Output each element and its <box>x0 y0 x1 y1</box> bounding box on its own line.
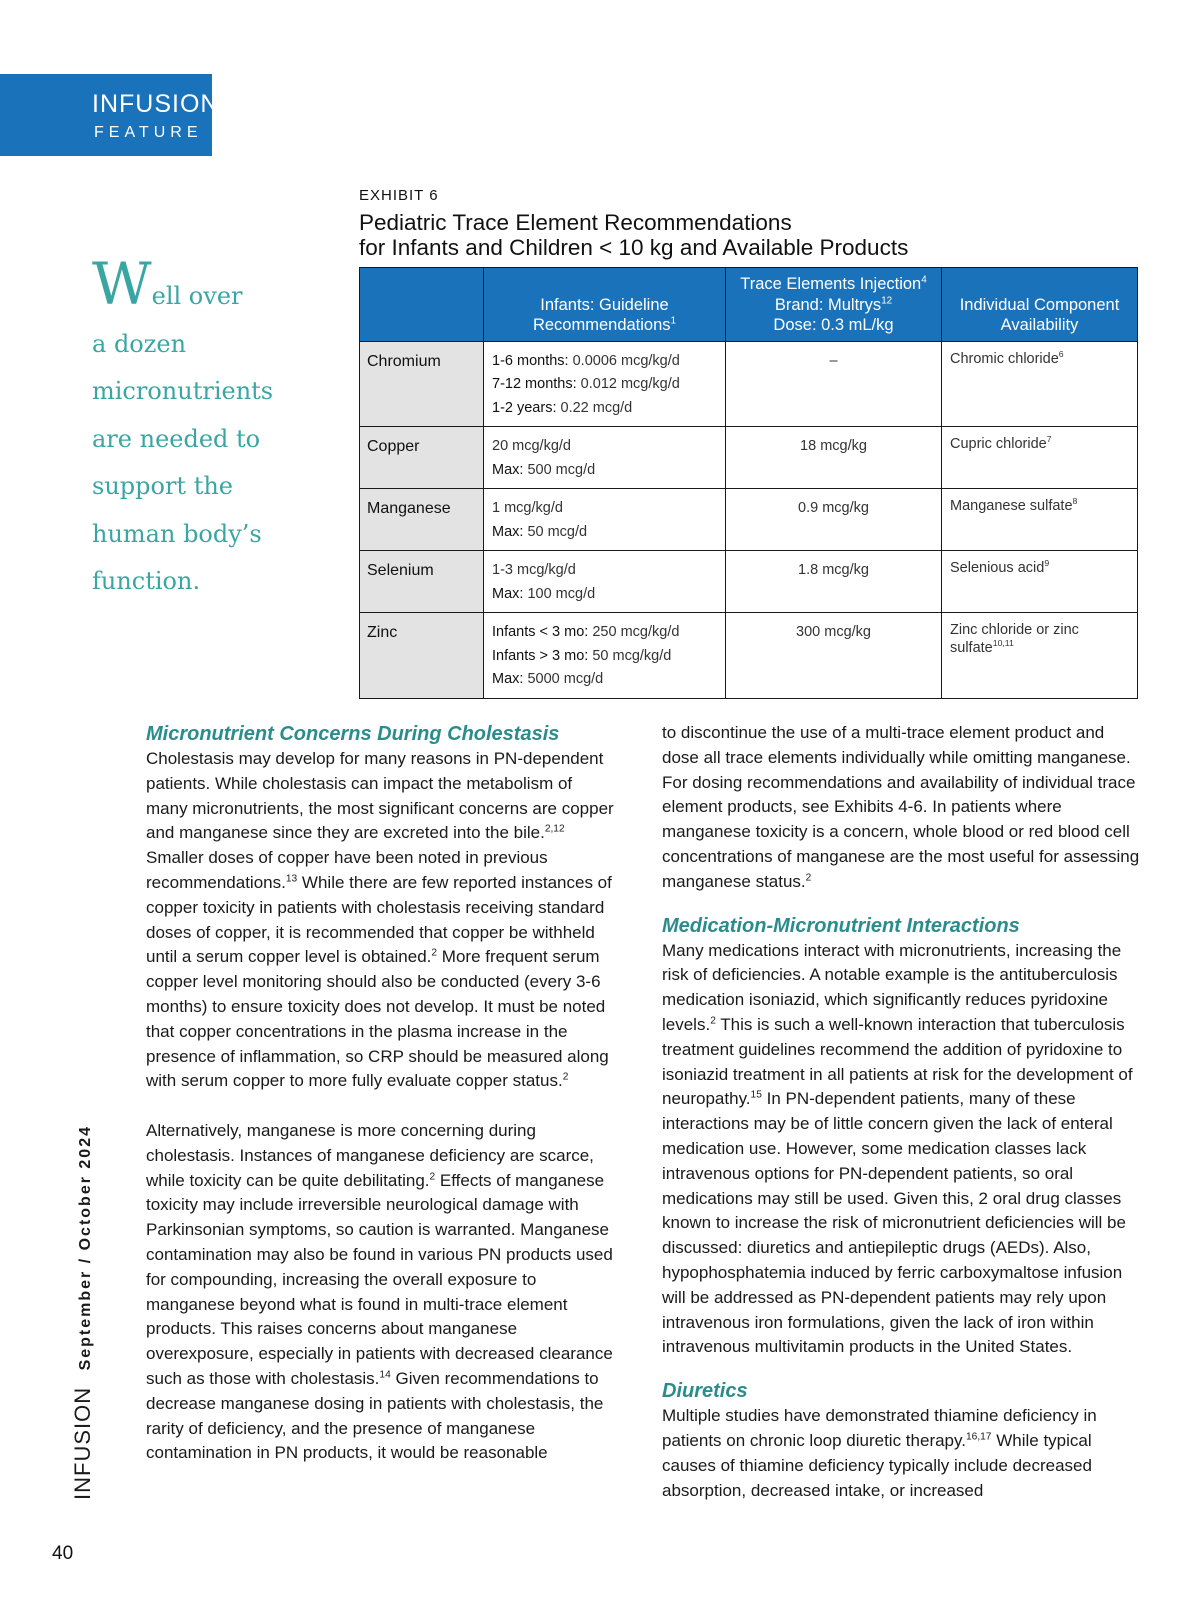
header-guideline <box>484 268 726 342</box>
availability-product: Cupric chloride <box>950 436 1047 452</box>
availability-product: Manganese sulfate <box>950 498 1073 514</box>
guideline-key: Max: <box>492 461 524 478</box>
masthead <box>0 74 220 156</box>
availability-product: Zinc chloride or zinc sulfate <box>950 622 1079 656</box>
paragraph <box>662 721 1142 895</box>
paragraph-text: Alternatively, manganese is more concerning during cholestasis. Instances of manganese deficiency are scarce, while toxicity can be quite debilitating. <box>146 1120 594 1190</box>
paragraph-text: While typical causes of thiamine deficiency typically include decreased absorption, decreased intake, or increased <box>662 1430 1092 1500</box>
paragraph-text: This is such a well-known interaction that tuberculosis treatment guidelines recommend the addition of pyridoxine to isoniazid treatment in all patients at risk for the development of neuropathy. <box>662 1014 1133 1109</box>
guideline-value: 100 mcg/d <box>523 585 596 602</box>
infusion-logo: INFUSION <box>92 90 220 118</box>
pull-quote-line: ell over <box>151 282 243 310</box>
exhibit-title-line: Pediatric Trace Element Recommendations <box>359 210 792 235</box>
pull-quote-line: micronutrients <box>92 377 274 405</box>
guideline-cell <box>484 551 726 613</box>
paragraph <box>662 939 1142 1361</box>
guideline-value: 500 mcg/d <box>523 461 596 478</box>
footnote-ref: 4 <box>921 274 927 286</box>
issue-date: September / October 2024 <box>77 1125 94 1371</box>
element-name: Manganese <box>360 489 484 551</box>
exhibit-title-line: for Infants and Children < 10 kg and Available Products <box>359 235 909 260</box>
guideline-value: 0.012 mcg/kg/d <box>576 376 680 392</box>
guideline-key: Max: <box>492 523 524 540</box>
paragraph-text: Multiple studies have demonstrated thiamine deficiency in patients on chronic loop diuretic therapy. <box>662 1406 1097 1450</box>
paragraph-text: Smaller doses of copper have been noted in previous recommendations. <box>146 848 548 892</box>
paragraph <box>146 1119 616 1466</box>
header-element <box>360 268 484 342</box>
sidebar-logo: INFUSION <box>70 1386 95 1500</box>
availability-product: Selenious acid <box>950 560 1045 576</box>
exhibit-title <box>359 210 1139 260</box>
guideline-value: 250 mcg/kg/d <box>588 624 680 640</box>
pull-quote-line: a dozen <box>92 329 187 358</box>
paragraph-text: While there are few reported instances of copper toxicity in patients with cholestasis receiving standard doses of copper, it is recommended that copper be withheld until a serum copper level is obtained. <box>146 872 612 967</box>
guideline-key: 1-6 months: <box>492 352 569 369</box>
guideline-cell <box>484 341 726 427</box>
pull-quote-line: function. <box>92 567 201 595</box>
footnote-ref: 2 <box>429 1170 436 1182</box>
table-row <box>360 613 1138 699</box>
multrys-dose: 18 mcg/kg <box>726 427 942 489</box>
footnote-ref: 2 <box>562 1071 569 1083</box>
pull-quote-line: are needed to <box>92 424 261 453</box>
element-name: Copper <box>360 427 484 489</box>
header-text: Availability <box>1000 316 1079 334</box>
guideline-key: 7-12 months: <box>492 376 577 392</box>
guideline-value: 0.0006 mcg/kg/d <box>568 352 680 369</box>
availability-cell <box>942 489 1138 551</box>
section-heading-diuretics: Diuretics <box>662 1380 748 1403</box>
pull-quote-line: human body’s <box>92 519 262 548</box>
table-row <box>360 341 1138 427</box>
section-label: FEATURE <box>94 124 203 141</box>
header-text: Trace Elements Injection <box>740 275 922 293</box>
guideline-cell <box>484 427 726 489</box>
header-text: Recommendations <box>532 316 671 334</box>
footnote-ref: 2 <box>431 947 438 959</box>
pull-quote <box>92 250 312 606</box>
guideline-value: 20 mcg/kg/d <box>492 438 571 454</box>
footnote-ref: 8 <box>1072 496 1078 507</box>
guideline-value: 0.22 mcg/d <box>556 399 633 416</box>
footnote-ref: 16,17 <box>965 1431 992 1443</box>
article-column-right <box>662 721 1142 1503</box>
paragraph-text: More frequent serum copper level monitoring should also be conducted (every 3-6 months) to ensure toxicity does not develop. It must be noted that copper concentrations in the plasma increase in the presence of inflammation, so CRP should be measured along with serum copper to more fully evaluate copper status. <box>146 947 609 1091</box>
table-row <box>360 551 1138 613</box>
page-number: 40 <box>52 1543 74 1564</box>
guideline-cell <box>484 613 726 699</box>
footnote-ref: 12 <box>881 295 893 306</box>
pull-quote-dropcap: W <box>92 250 152 318</box>
guideline-value: 5000 mcg/d <box>523 671 604 687</box>
availability-cell <box>942 427 1138 489</box>
footnote-ref: 2 <box>805 872 812 884</box>
guideline-cell <box>484 489 726 551</box>
availability-cell <box>942 613 1138 699</box>
footnote-ref: 2 <box>710 1015 716 1027</box>
footnote-ref: 2,12 <box>544 823 565 835</box>
table-header-row <box>360 268 1138 342</box>
footnote-ref: 1 <box>670 315 677 327</box>
sidebar-issue-label <box>70 1125 95 1500</box>
paragraph-text: In PN-dependent patients, many of these interactions may be of little concern given the lack of enteral medication use. However, some medication classes lack intravenous options for PN-dependent patients, so oral medications may still be used. Given this, 2 oral drug classes known to increase the risk of micronutrient deficiencies will be discussed: diuretics and antiepileptic drugs (AEDs). Also, hypophosphatemia induced by ferric carboxymaltose infusion will be addressed as PN-dependent patients may rely upon intravenous iron formulations, given the lack of iron within intravenous multivitamin products in the United States. <box>662 1089 1126 1357</box>
paragraph <box>662 1404 1142 1503</box>
paragraph-text: Cholestasis may develop for many reasons in PN-dependent patients. While cholestasis can impact the metabolism of many micronutrients, the most significant concerns are copper and manganese since they are excreted into the bile. <box>146 749 614 843</box>
header-text: Dose: 0.3 mL/kg <box>773 316 894 334</box>
table-row <box>360 489 1138 551</box>
header-multrys <box>726 268 942 342</box>
guideline-value: 1-3 mcg/kg/d <box>492 562 576 578</box>
header-text: Brand: Multrys <box>774 295 882 314</box>
multrys-dose: 300 mcg/kg <box>726 613 942 699</box>
guideline-key: 1-2 years: <box>492 399 557 416</box>
element-name: Chromium <box>360 341 484 427</box>
availability-cell <box>942 341 1138 427</box>
element-name: Zinc <box>360 613 484 699</box>
paragraph-text: Many medications interact with micronutrients, increasing the risk of deficiencies. A notable example is the antituberculosis medication isoniazid, which significantly reduces pyridoxine levels. <box>662 940 1122 1034</box>
element-name: Selenium <box>360 551 484 613</box>
paragraph-text: Effects of manganese toxicity may include irreversible neurological damage with Parkinsonian symptoms, so caution is warranted. Manganese contamination may also be found in various PN products used for compounding, increasing the overall exposure to manganese beyond what is found in multi-trace element products. This raises concerns about manganese overexposure, especially in patients with decreased clearance such as those with cholestasis. <box>146 1170 613 1388</box>
footnote-ref: 9 <box>1044 558 1050 569</box>
availability-cell <box>942 551 1138 613</box>
paragraph <box>146 747 616 1094</box>
guideline-key: Infants > 3 mo: <box>492 647 589 664</box>
section-heading-interactions: Medication-Micronutrient Interactions <box>662 914 1020 937</box>
availability-product: Chromic chloride <box>950 350 1059 367</box>
header-text: Infants: Guideline <box>540 295 669 314</box>
section-heading-cholestasis: Micronutrient Concerns During Cholestasis <box>146 723 560 745</box>
pull-quote-line: support the <box>92 472 233 500</box>
footnote-ref: 10,11 <box>992 638 1014 649</box>
header-availability <box>942 268 1138 342</box>
exhibit-label: EXHIBIT 6 <box>359 187 439 204</box>
header-text: Individual Component <box>959 295 1120 314</box>
multrys-dose: 1.8 mcg/kg <box>726 551 942 613</box>
table-row <box>360 427 1138 489</box>
footnote-ref: 6 <box>1058 348 1064 359</box>
trace-element-table <box>359 267 1138 699</box>
guideline-value: 50 mcg/d <box>523 523 588 540</box>
footnote-ref: 15 <box>750 1089 762 1101</box>
footnote-ref: 14 <box>379 1369 391 1381</box>
footnote-ref: 13 <box>285 873 298 885</box>
article-column-left <box>146 721 616 1466</box>
guideline-key: Max: <box>492 671 524 687</box>
guideline-key: Max: <box>492 585 524 602</box>
guideline-value: 50 mcg/kg/d <box>588 647 672 664</box>
guideline-key: Infants < 3 mo: <box>492 624 589 640</box>
guideline-value: 1 mcg/kg/d <box>492 500 563 516</box>
footnote-ref: 7 <box>1046 434 1052 445</box>
multrys-dose: 0.9 mcg/kg <box>726 489 942 551</box>
multrys-dose: – <box>726 341 942 427</box>
paragraph-text: to discontinue the use of a multi-trace element product and dose all trace elements individually while omitting manganese. For dosing recommendations and availability of individual trace element products, see Exhibits 4-6. In patients where manganese toxicity is a concern, whole blood or red blood cell concentrations of manganese are the most useful for assessing manganese status. <box>662 723 1140 891</box>
paragraph-text: Given recommendations to decrease manganese dosing in patients with cholestasis, the rarity of deficiency, and the presence of manganese contamination in PN products, it would be reasonable <box>146 1368 604 1463</box>
